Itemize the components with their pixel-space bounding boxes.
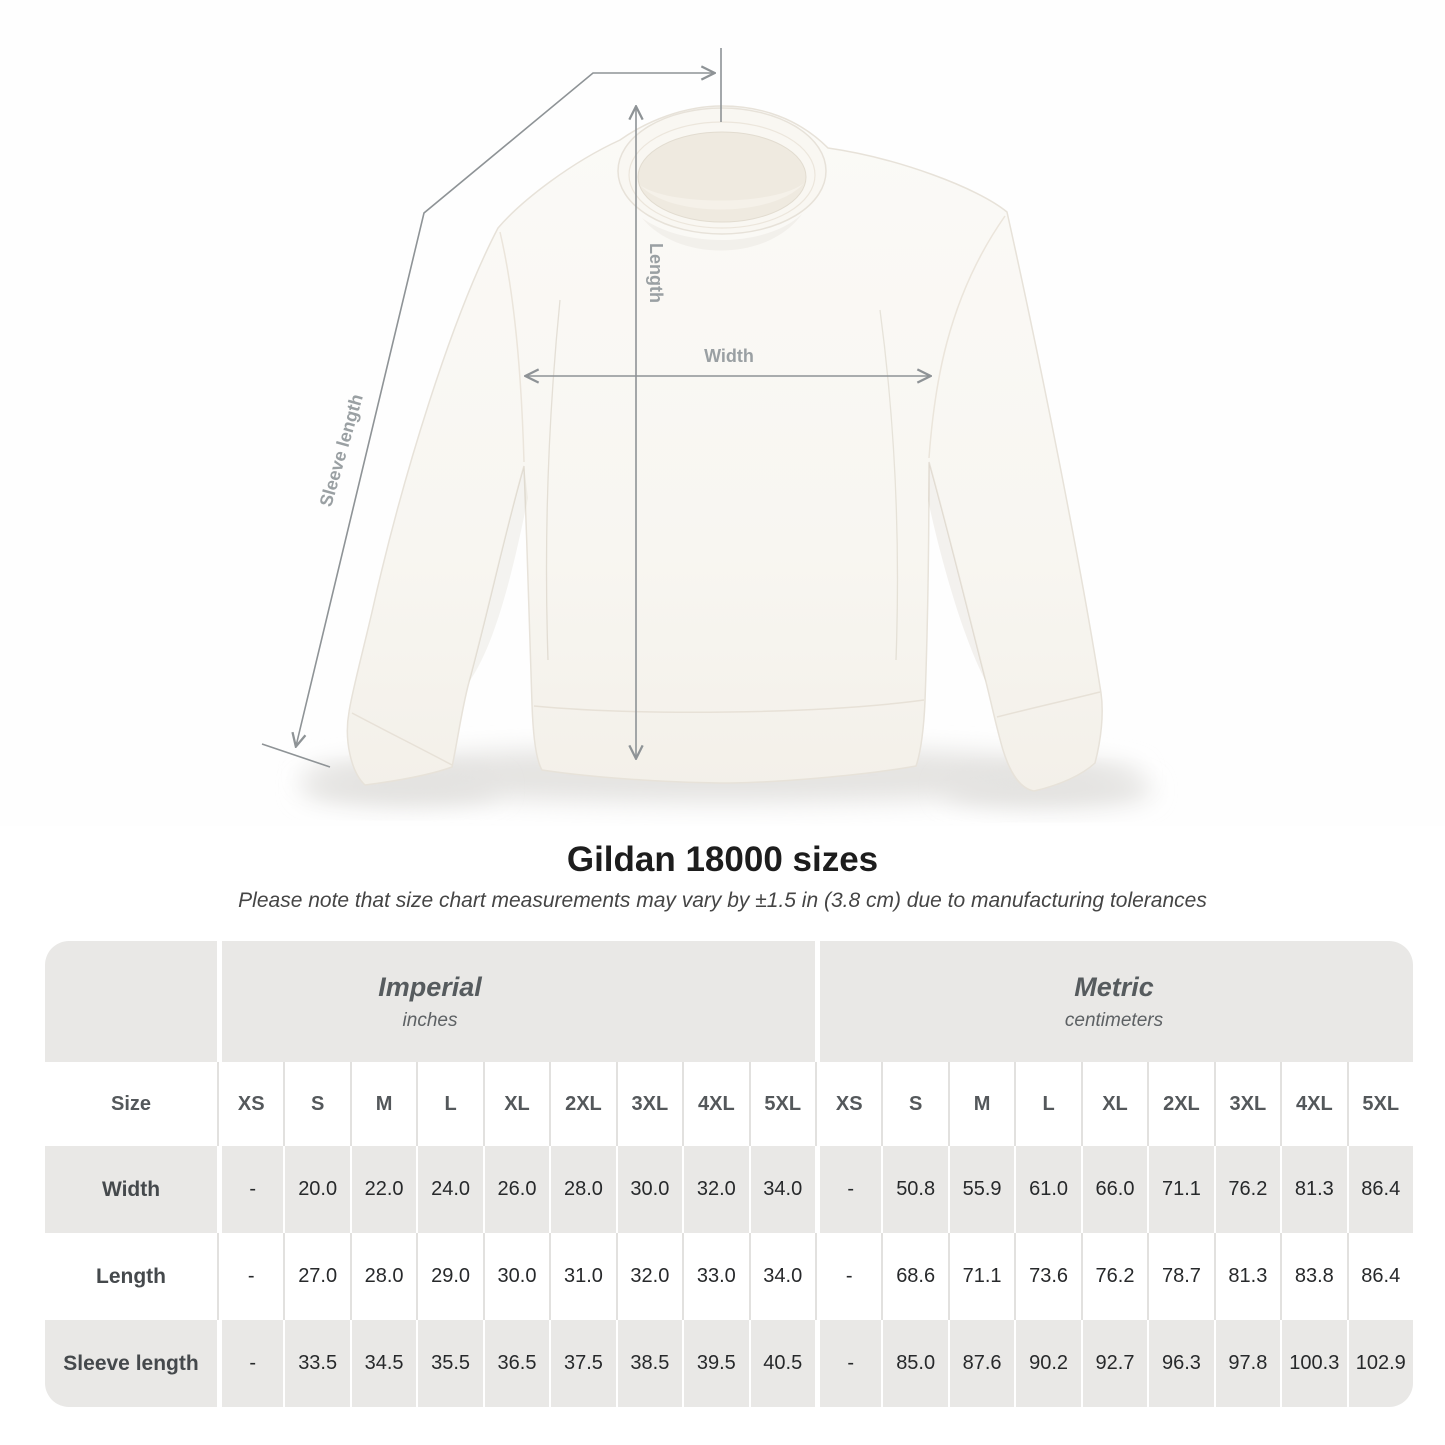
cell-value: 97.8 <box>1214 1320 1280 1407</box>
cell-value: 86.4 <box>1347 1233 1413 1320</box>
imperial-group-header <box>45 941 815 1062</box>
cell-value: 30.0 <box>616 1146 682 1233</box>
size-col-header: 4XL <box>682 1062 748 1146</box>
group-divider <box>815 941 820 1062</box>
size-col-header: 4XL <box>1280 1062 1346 1146</box>
cell-value: 29.0 <box>416 1233 482 1320</box>
cuff-tick <box>262 744 330 767</box>
cell-value: 28.0 <box>350 1233 416 1320</box>
size-header-row <box>45 1062 1413 1146</box>
table-row <box>45 1320 1413 1407</box>
unit-header-band <box>45 941 1413 1062</box>
cell-value: 71.1 <box>1147 1146 1213 1233</box>
group-divider <box>217 941 222 1062</box>
cell-value: - <box>815 1146 881 1233</box>
cell-value: 32.0 <box>616 1233 682 1320</box>
size-col-header: L <box>416 1062 482 1146</box>
cell-value: 90.2 <box>1014 1320 1080 1407</box>
cell-value: 61.0 <box>1014 1146 1080 1233</box>
width-label: Width <box>704 346 754 366</box>
cell-value: 30.0 <box>483 1233 549 1320</box>
cell-value: 86.4 <box>1347 1146 1413 1233</box>
size-col-header: L <box>1014 1062 1080 1146</box>
cell-value: 36.5 <box>483 1320 549 1407</box>
cell-value: 32.0 <box>682 1146 748 1233</box>
size-col-header: 3XL <box>616 1062 682 1146</box>
table-row <box>45 1233 1413 1320</box>
sweatshirt-body <box>347 106 1102 791</box>
cell-value: 83.8 <box>1280 1233 1346 1320</box>
size-col-header: 5XL <box>749 1062 815 1146</box>
cell-value: 27.0 <box>283 1233 349 1320</box>
size-col-header: XL <box>483 1062 549 1146</box>
size-col-header: M <box>948 1062 1014 1146</box>
cell-value: 31.0 <box>549 1233 615 1320</box>
cell-value: 22.0 <box>350 1146 416 1233</box>
cell-value: 76.2 <box>1081 1233 1147 1320</box>
cell-value: 81.3 <box>1214 1233 1280 1320</box>
cell-value: 73.6 <box>1014 1233 1080 1320</box>
tolerance-note: Please note that size chart measurements may vary by ±1.5 in (3.8 cm) due to manufacturing tolerances <box>238 889 1207 912</box>
heading-block <box>0 840 1445 914</box>
table-row <box>45 1146 1413 1233</box>
size-col-header: XL <box>1081 1062 1147 1146</box>
page-title: Gildan 18000 sizes <box>566 840 879 879</box>
cell-value: 68.6 <box>881 1233 947 1320</box>
cell-value: 81.3 <box>1280 1146 1346 1233</box>
cell-value: 38.5 <box>616 1320 682 1407</box>
cell-value: 28.0 <box>549 1146 615 1233</box>
cell-value: 24.0 <box>416 1146 482 1233</box>
metric-unit-label: centimeters <box>1064 1009 1164 1031</box>
cell-value: - <box>217 1233 283 1320</box>
imperial-label: Imperial <box>378 971 482 1002</box>
cell-value: 39.5 <box>682 1320 748 1407</box>
row-label: Sleeve length <box>63 1351 199 1375</box>
size-col-header: 3XL <box>1214 1062 1280 1146</box>
cell-value: 96.3 <box>1147 1320 1213 1407</box>
cell-value: 26.0 <box>483 1146 549 1233</box>
cell-value: 35.5 <box>416 1320 482 1407</box>
size-col-header: S <box>283 1062 349 1146</box>
size-col-header: 2XL <box>1147 1062 1213 1146</box>
row-label: Width <box>101 1177 161 1201</box>
size-col-header: 2XL <box>549 1062 615 1146</box>
cell-value: - <box>217 1146 283 1233</box>
metric-label: Metric <box>1074 971 1154 1002</box>
cell-value: 92.7 <box>1081 1320 1147 1407</box>
metric-group-header <box>815 941 1413 1062</box>
cell-value: 34.0 <box>749 1233 815 1320</box>
cell-value: - <box>217 1320 283 1407</box>
cell-value: 37.5 <box>549 1320 615 1407</box>
size-col-header: 5XL <box>1347 1062 1413 1146</box>
cell-value: 33.0 <box>682 1233 748 1320</box>
cell-value: 78.7 <box>1147 1233 1213 1320</box>
cell-value: 33.5 <box>283 1320 349 1407</box>
row-label: Length <box>96 1264 166 1288</box>
cell-value: 100.3 <box>1280 1320 1346 1407</box>
cell-value: 66.0 <box>1081 1146 1147 1233</box>
size-corner-label: Size <box>110 1092 152 1115</box>
imperial-unit-label: inches <box>402 1009 458 1031</box>
cell-value: 34.0 <box>749 1146 815 1233</box>
size-col-header: XS <box>815 1062 881 1146</box>
cell-value: 20.0 <box>283 1146 349 1233</box>
length-label: Length <box>646 243 666 303</box>
cell-value: 87.6 <box>948 1320 1014 1407</box>
cell-value: - <box>815 1233 881 1320</box>
cell-value: 102.9 <box>1347 1320 1413 1407</box>
size-col-header: M <box>350 1062 416 1146</box>
size-col-header: S <box>881 1062 947 1146</box>
sleeve-length-label: Sleeve length <box>315 391 367 509</box>
cell-value: 85.0 <box>881 1320 947 1407</box>
cell-value: 34.5 <box>350 1320 416 1407</box>
cell-value: 55.9 <box>948 1146 1014 1233</box>
collar <box>618 108 826 234</box>
cell-value: 40.5 <box>749 1320 815 1407</box>
size-chart-table <box>45 941 1413 1407</box>
cell-value: 76.2 <box>1214 1146 1280 1233</box>
cell-value: 50.8 <box>881 1146 947 1233</box>
cell-value: 71.1 <box>948 1233 1014 1320</box>
size-col-header: XS <box>217 1062 283 1146</box>
cell-value: - <box>815 1320 881 1407</box>
